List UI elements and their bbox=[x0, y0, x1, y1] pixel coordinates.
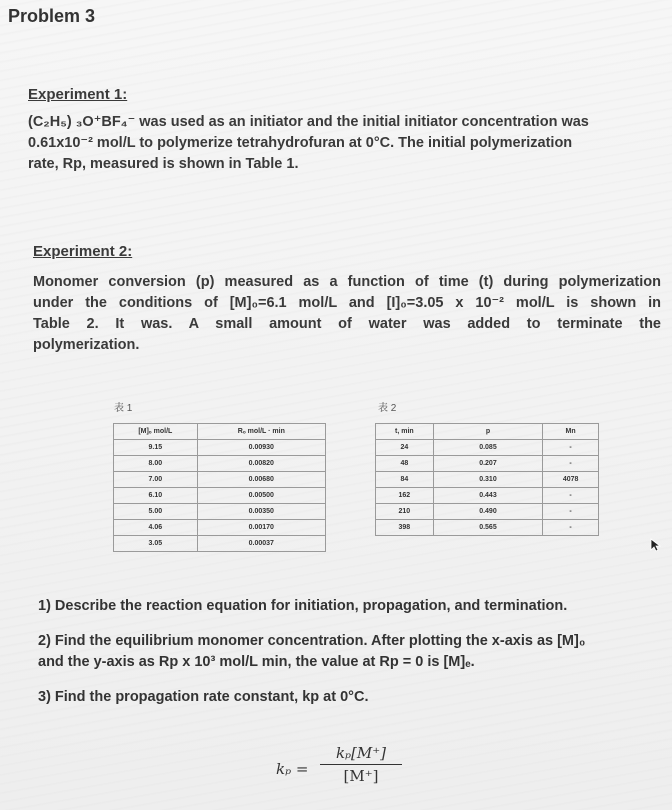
table1-header-rate: Rₒ mol/L · min bbox=[197, 424, 325, 440]
question-2-line-2: and the y-axis as Rp x 10³ mol/L min, the value at Rp = 0 is [M]ₑ. bbox=[38, 654, 475, 670]
table1-cell: 8.00 bbox=[114, 456, 198, 472]
table2-header-row bbox=[376, 424, 599, 440]
table-row bbox=[376, 488, 599, 504]
table2-cell: 24 bbox=[376, 440, 434, 456]
table-row bbox=[376, 472, 599, 488]
table2-header-mn: Mn bbox=[543, 424, 599, 440]
table-row bbox=[376, 520, 599, 536]
table2-cell: 48 bbox=[376, 456, 434, 472]
experiment1-line-2: 0.61x10⁻² mol/L to polymerize tetrahydrofuran at 0°C. The initial polymerization bbox=[28, 135, 573, 151]
table1-cell: 9.15 bbox=[114, 440, 198, 456]
table2-cell: 0.565 bbox=[433, 520, 542, 536]
table2-cell: 210 bbox=[376, 504, 434, 520]
table-row bbox=[114, 520, 326, 536]
table1-cell: 5.00 bbox=[114, 504, 198, 520]
table-row bbox=[376, 504, 599, 520]
fraction-bar bbox=[320, 764, 402, 765]
table-row bbox=[114, 472, 326, 488]
formula-numerator: kₚ[M⁺] bbox=[335, 744, 387, 762]
table2-cell: 84 bbox=[376, 472, 434, 488]
table2-cell: 398 bbox=[376, 520, 434, 536]
formula-denominator: [M⁺] bbox=[343, 767, 379, 785]
table2-cell: - bbox=[543, 504, 599, 520]
table1-cell: 0.00680 bbox=[197, 472, 325, 488]
table2-cell: 0.490 bbox=[433, 504, 542, 520]
table1-cell: 3.05 bbox=[114, 536, 198, 552]
table2 bbox=[375, 423, 599, 536]
experiment2-line-4: polymerization. bbox=[33, 337, 140, 353]
table1-cell: 4.06 bbox=[114, 520, 198, 536]
experiment2-text bbox=[33, 272, 661, 356]
table1-header-row bbox=[114, 424, 326, 440]
table1-cell: 0.00037 bbox=[197, 536, 325, 552]
table2-header-conversion: p bbox=[433, 424, 542, 440]
table1-header-monomer: [M]ₒ mol/L bbox=[114, 424, 198, 440]
table2-header-time: t, min bbox=[376, 424, 434, 440]
table2-cell: - bbox=[543, 456, 599, 472]
table2-cell: 162 bbox=[376, 488, 434, 504]
table2-cell: 0.443 bbox=[433, 488, 542, 504]
table-row bbox=[114, 504, 326, 520]
table2-cell: - bbox=[543, 520, 599, 536]
experiment2-heading: Experiment 2: bbox=[33, 243, 133, 260]
experiment1-heading: Experiment 1: bbox=[28, 86, 128, 103]
mouse-cursor-icon bbox=[650, 538, 662, 552]
table1-cell: 7.00 bbox=[114, 472, 198, 488]
question-1: 1) Describe the reaction equation for initiation, propagation, and termination. bbox=[38, 598, 568, 614]
table2-cell: - bbox=[543, 488, 599, 504]
experiment1-line-1: (C₂H₅) ₃O⁺BF₄⁻ was used as an initiator and the initial initiator concentration was bbox=[28, 114, 589, 130]
experiment2-line-1: Monomer conversion (p) measured as a function of time (t) during polymerization bbox=[33, 274, 661, 290]
table2-cell: - bbox=[543, 440, 599, 456]
table1-cell: 0.00350 bbox=[197, 504, 325, 520]
table-row bbox=[114, 440, 326, 456]
formula-fraction bbox=[320, 744, 402, 785]
table-row bbox=[114, 456, 326, 472]
table1-label: 表 1 bbox=[114, 403, 133, 414]
table-row bbox=[114, 536, 326, 552]
table1-cell: 0.00930 bbox=[197, 440, 325, 456]
table-row bbox=[114, 488, 326, 504]
question-3: 3) Find the propagation rate constant, kp at 0°C. bbox=[38, 689, 369, 705]
table1-cell: 6.10 bbox=[114, 488, 198, 504]
table2-cell: 0.085 bbox=[433, 440, 542, 456]
question-2-line-1: 2) Find the equilibrium monomer concentration. After plotting the x-axis as [M]₀ bbox=[38, 633, 586, 649]
table1 bbox=[113, 423, 326, 552]
table-row bbox=[376, 456, 599, 472]
table1-cell: 0.00170 bbox=[197, 520, 325, 536]
formula-lhs: kₚ = bbox=[276, 760, 309, 778]
experiment2-line-3: Table 2. It was. A small amount of water was added to terminate the bbox=[33, 316, 661, 332]
table1-cell: 0.00500 bbox=[197, 488, 325, 504]
table2-cell: 0.207 bbox=[433, 456, 542, 472]
table2-label: 表 2 bbox=[378, 403, 397, 414]
experiment1-text bbox=[28, 112, 664, 175]
experiment1-line-3: rate, Rp, measured is shown in Table 1. bbox=[28, 156, 299, 172]
experiment2-line-2: under the conditions of [M]₀=6.1 mol/L and [I]₀=3.05 x 10⁻² mol/L is shown in bbox=[33, 295, 661, 311]
table-row bbox=[376, 440, 599, 456]
table2-cell: 4078 bbox=[543, 472, 599, 488]
table1-cell: 0.00820 bbox=[197, 456, 325, 472]
problem-title: Problem 3 bbox=[8, 6, 96, 26]
table2-cell: 0.310 bbox=[433, 472, 542, 488]
